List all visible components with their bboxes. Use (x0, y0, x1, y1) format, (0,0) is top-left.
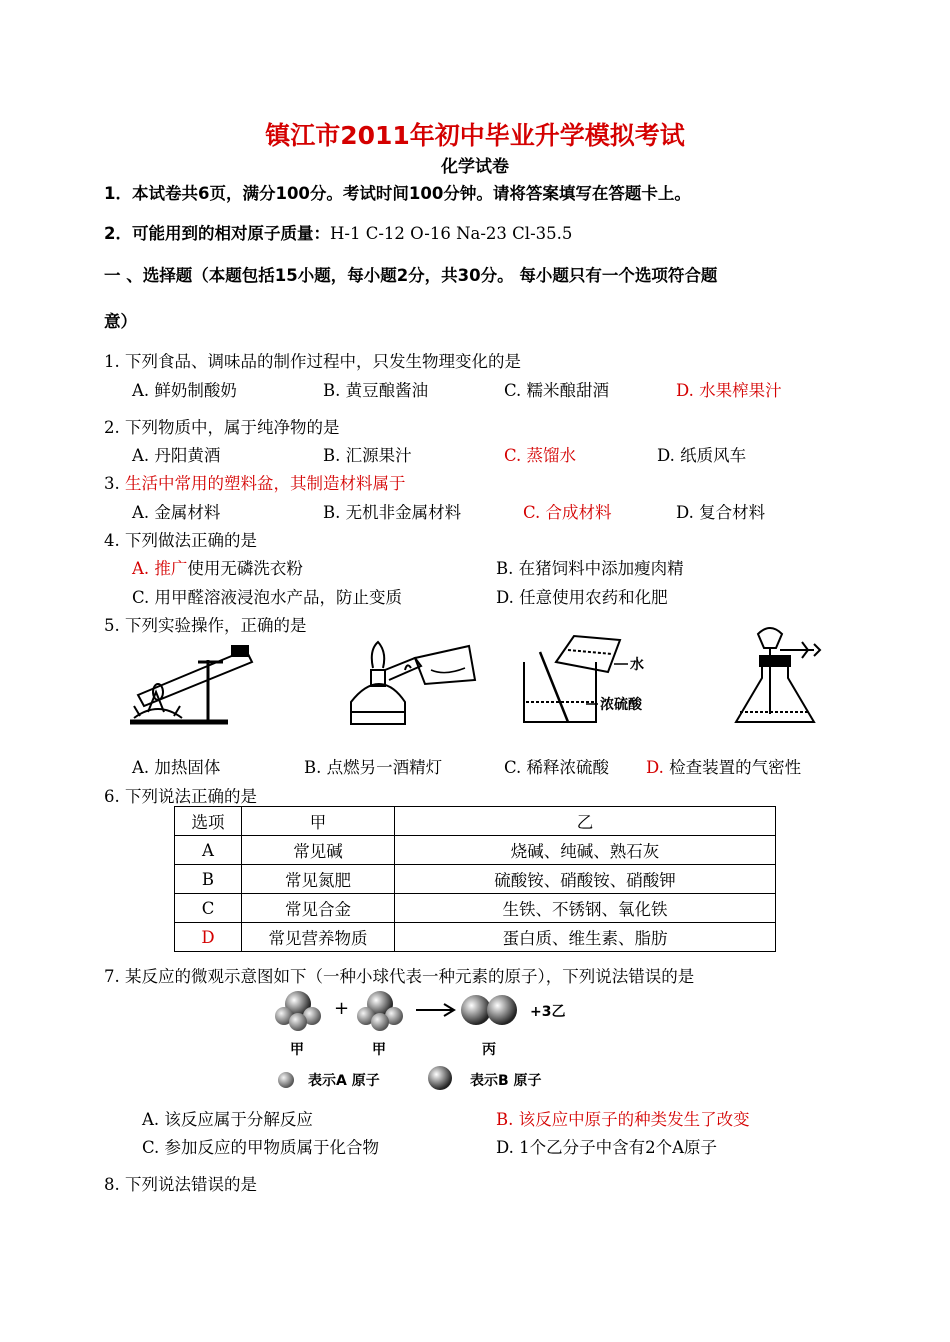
table-row (175, 894, 776, 923)
question-5-option-a: A. 加热固体 (132, 758, 221, 777)
question-5-option-d-letter: D. (646, 758, 664, 777)
plus-sign: + (334, 998, 350, 1019)
question-6-table (174, 806, 776, 952)
table-cell: B (175, 865, 242, 894)
table-cell: A (175, 836, 242, 865)
reaction-micro-diagram (268, 988, 588, 1092)
question-3-text: 生活中常用的塑料盆，其制造材料属于 (125, 474, 406, 493)
legend-label-a: 表示A 原子 (308, 1073, 380, 1089)
question-3-stem (104, 470, 406, 494)
question-7-option-b: B. 该反应中原子的种类发生了改变 (496, 1110, 750, 1129)
table-cell: 常见碱 (242, 836, 395, 865)
label-conc-sulfuric-acid: 浓硫酸 (600, 697, 642, 713)
table-header-yi: 乙 (395, 807, 776, 836)
section-heading-cont: 意） (104, 312, 137, 331)
question-2-option-b: B. 汇源果汁 (323, 446, 412, 465)
legend-atom-a (278, 1072, 294, 1088)
table-cell: 硫酸铵、硝酸铵、硝酸钾 (395, 865, 776, 894)
label-jia-1: 甲 (290, 1042, 304, 1058)
question-3-option-d: D. 复合材料 (676, 503, 766, 522)
molecule-bing (461, 995, 517, 1025)
question-4-option-a (132, 555, 303, 579)
arrow-icon (416, 1004, 454, 1016)
table-cell: 常见营养物质 (242, 923, 395, 952)
legend-label-b: 表示B 原子 (470, 1073, 542, 1089)
question-7-option-c: C. 参加反应的甲物质属于化合物 (142, 1138, 380, 1157)
apparatus-heating-solid-figure (128, 640, 258, 726)
question-4-option-d: D. 任意使用农药和化肥 (496, 588, 668, 607)
note-2-values: H-1 C-12 O-16 Na-23 Cl-35.5 (329, 224, 573, 243)
note-2 (104, 220, 572, 244)
table-row (175, 865, 776, 894)
exam-title: 镇江市2011年初中毕业升学模拟考试 (265, 121, 685, 150)
molecule-jia-1 (275, 991, 321, 1031)
question-3-option-b: B. 无机非金属材料 (323, 503, 462, 522)
question-4-option-b: B. 在猪饲料中添加瘦肉精 (496, 559, 684, 578)
question-2-option-a: A. 丹阳黄酒 (132, 446, 221, 465)
legend-atom-b (428, 1066, 452, 1090)
question-6-stem: 6. 下列说法正确的是 (104, 787, 257, 806)
question-4-stem: 4. 下列做法正确的是 (104, 531, 257, 550)
table-header-jia: 甲 (242, 807, 395, 836)
question-8-stem: 8. 下列说法错误的是 (104, 1175, 257, 1194)
question-5-option-d-text: 检查装置的气密性 (669, 758, 802, 777)
table-cell-answer: D (175, 923, 242, 952)
question-1-stem: 1. 下列食品、调味品的制作过程中，只发生物理变化的是 (104, 352, 521, 371)
table-row (175, 923, 776, 952)
question-4-option-a-highlight: A. 推广 (132, 559, 188, 578)
question-3-number: 3. (104, 474, 125, 493)
question-5-option-d (646, 754, 801, 778)
question-3-option-c: C. 合成材料 (523, 503, 612, 522)
section-heading: 一 、选择题（本题包括15小题，每小题2分，共30分。 每小题只有一个选项符合题 (104, 266, 718, 285)
table-cell: 蛋白质、维生素、脂肪 (395, 923, 776, 952)
table-header-row (175, 807, 776, 836)
table-row (175, 836, 776, 865)
question-1-option-d: D. 水果榨果汁 (676, 381, 782, 400)
label-jia-2: 甲 (372, 1042, 386, 1058)
exam-subtitle: 化学试卷 (441, 157, 509, 177)
table-cell: 常见合金 (242, 894, 395, 923)
label-water: 水 (630, 657, 644, 673)
apparatus-dilute-acid-figure (516, 632, 666, 727)
question-5-option-b: B. 点燃另一酒精灯 (304, 758, 443, 777)
question-4-option-c: C. 用甲醛溶液浸泡水产品，防止变质 (132, 588, 403, 607)
question-7-option-d: D. 1个乙分子中含有2个A原子 (496, 1138, 718, 1157)
note-1: 1．本试卷共6页，满分100分。考试时间100分钟。请将答案填写在答题卡上。 (104, 184, 691, 203)
table-cell: C (175, 894, 242, 923)
question-2-option-c: C. 蒸馏水 (504, 446, 577, 465)
molecule-jia-2 (357, 991, 403, 1031)
question-5-option-c: C. 稀释浓硫酸 (504, 758, 610, 777)
question-4-option-a-rest: 使用无磷洗衣粉 (187, 559, 303, 578)
question-5-stem: 5. 下列实验操作，正确的是 (104, 616, 307, 635)
label-plus-3-yi: +3乙 (530, 1004, 566, 1020)
question-7-stem: 7. 某反应的微观示意图如下（一种小球代表一种元素的原子），下列说法错误的是 (104, 967, 695, 986)
question-2-option-d: D. 纸质风车 (657, 446, 747, 465)
table-header-option: 选项 (175, 807, 242, 836)
note-2-label: 2．可能用到的相对原子质量： (104, 224, 330, 243)
question-1-option-a: A. 鲜奶制酸奶 (132, 381, 237, 400)
table-cell: 常见氮肥 (242, 865, 395, 894)
label-bing: 丙 (482, 1042, 496, 1058)
table-cell: 生铁、不锈钢、氧化铁 (395, 894, 776, 923)
question-1-option-b: B. 黄豆酿酱油 (323, 381, 429, 400)
question-3-option-a: A. 金属材料 (132, 503, 221, 522)
question-7-option-a: A. 该反应属于分解反应 (142, 1110, 313, 1129)
question-1-option-c: C. 糯米酿甜酒 (504, 381, 610, 400)
question-2-stem: 2. 下列物质中，属于纯净物的是 (104, 418, 340, 437)
apparatus-alcohol-lamp-figure (345, 640, 480, 728)
table-cell: 烧碱、纯碱、熟石灰 (395, 836, 776, 865)
apparatus-airtightness-figure (732, 624, 822, 726)
